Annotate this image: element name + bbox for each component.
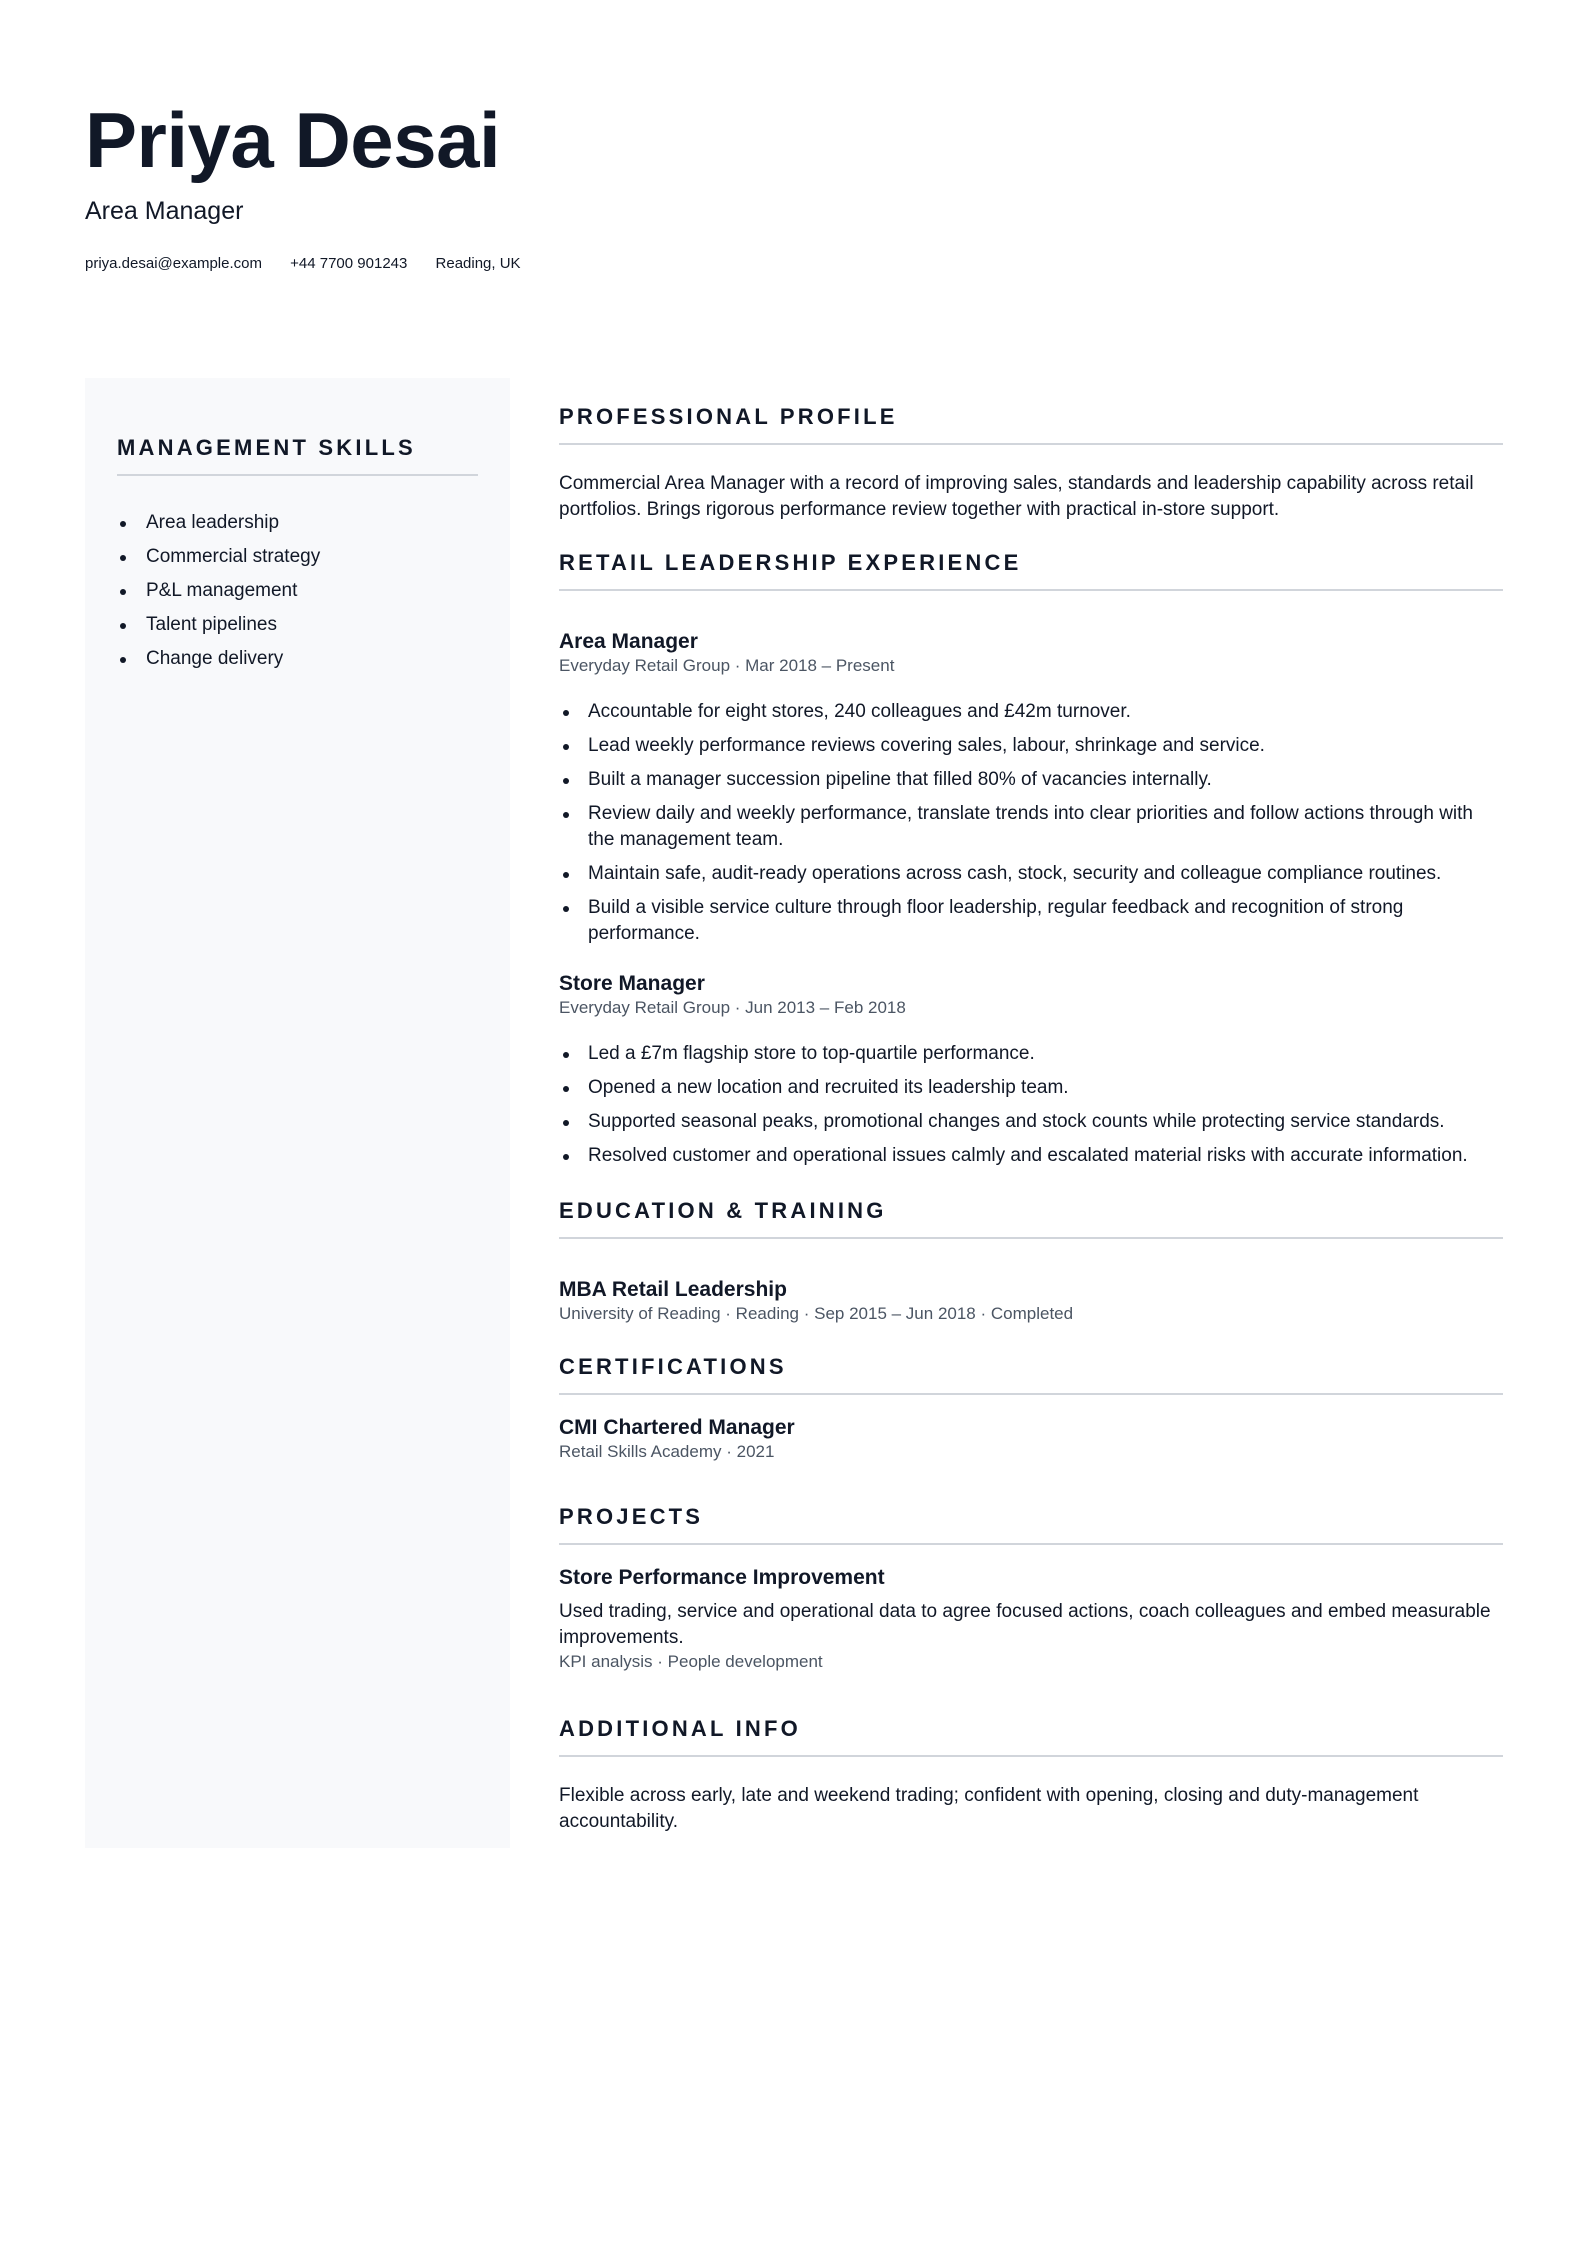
job-bullet: Lead weekly performance reviews covering sales, labour, shrinkage and service. <box>559 733 1503 759</box>
skill-item: P&L management <box>117 574 478 608</box>
experience-section <box>559 549 1503 1169</box>
projects-section <box>559 1503 1503 1673</box>
main-column <box>559 403 1503 1835</box>
additional-section <box>559 1715 1503 1835</box>
sidebar <box>85 378 510 1848</box>
contact-phone: +44 7700 901243 <box>290 255 408 272</box>
job-entry <box>559 971 1503 1169</box>
job-bullet: Review daily and weekly performance, translate trends into clear priorities and follow actions through with the management team. <box>559 801 1503 853</box>
candidate-role: Area Manager <box>85 197 244 225</box>
certification-title: CMI Chartered Manager <box>559 1416 795 1439</box>
profile-heading: PROFESSIONAL PROFILE <box>559 403 1503 445</box>
job-bullet: Resolved customer and operational issues calmly and escalated material risks with accurate information. <box>559 1143 1503 1169</box>
job-bullet: Led a £7m flagship store to top-quartile performance. <box>559 1041 1503 1067</box>
project-text: Used trading, service and operational data to agree focused actions, coach colleagues and embed measurable improvements. <box>559 1601 1491 1648</box>
candidate-name: Priya Desai <box>85 96 501 184</box>
job-meta: Everyday Retail Group · Jun 2013 – Feb 2018 <box>559 998 906 1017</box>
skills-heading: MANAGEMENT SKILLS <box>117 434 478 476</box>
project-title: Store Performance Improvement <box>559 1566 885 1589</box>
job-bullet: Supported seasonal peaks, promotional changes and stock counts while protecting service standards. <box>559 1109 1503 1135</box>
job-bullet: Maintain safe, audit-ready operations across cash, stock, security and colleague compliance routines. <box>559 861 1503 887</box>
job-entry <box>559 629 1503 947</box>
education-heading: EDUCATION & TRAINING <box>559 1197 1503 1239</box>
education-meta: University of Reading · Reading · Sep 2015 – Jun 2018 · Completed <box>559 1304 1074 1323</box>
job-bullet: Built a manager succession pipeline that filled 80% of vacancies internally. <box>559 767 1503 793</box>
contact-line <box>85 254 545 274</box>
certifications-section <box>559 1353 1503 1463</box>
job-bullet: Opened a new location and recruited its leadership team. <box>559 1075 1503 1101</box>
experience-heading: RETAIL LEADERSHIP EXPERIENCE <box>559 549 1503 591</box>
skill-item: Area leadership <box>117 506 478 540</box>
sidebar-content <box>117 434 478 676</box>
job-bullets <box>559 1041 1503 1169</box>
additional-text: Flexible across early, late and weekend trading; confident with opening, closing and duty-management accountability. <box>559 1785 1419 1832</box>
contact-email: priya.desai@example.com <box>85 255 262 272</box>
skill-item: Commercial strategy <box>117 540 478 574</box>
certifications-heading: CERTIFICATIONS <box>559 1353 1503 1395</box>
job-meta: Everyday Retail Group · Mar 2018 – Present <box>559 656 895 675</box>
resume-header <box>85 92 1505 272</box>
skills-list <box>117 506 478 676</box>
projects-heading: PROJECTS <box>559 1503 1503 1545</box>
additional-heading: ADDITIONAL INFO <box>559 1715 1503 1757</box>
education-section <box>559 1197 1503 1325</box>
job-bullet: Accountable for eight stores, 240 colleagues and £42m turnover. <box>559 699 1503 725</box>
job-bullets <box>559 699 1503 947</box>
education-title: MBA Retail Leadership <box>559 1278 787 1301</box>
certification-meta: Retail Skills Academy · 2021 <box>559 1442 775 1461</box>
job-bullet: Build a visible service culture through floor leadership, regular feedback and recognition of strong performance. <box>559 895 1503 947</box>
project-meta: KPI analysis · People development <box>559 1652 823 1671</box>
profile-section <box>559 403 1503 523</box>
contact-location: Reading, UK <box>435 255 521 272</box>
job-title: Store Manager <box>559 972 705 995</box>
skill-item: Change delivery <box>117 642 478 676</box>
job-title: Area Manager <box>559 630 698 653</box>
skill-item: Talent pipelines <box>117 608 478 642</box>
profile-text: Commercial Area Manager with a record of improving sales, standards and leadership capability across retail portfolios. Brings rigorous performance review together with practical in-store support. <box>559 473 1474 520</box>
